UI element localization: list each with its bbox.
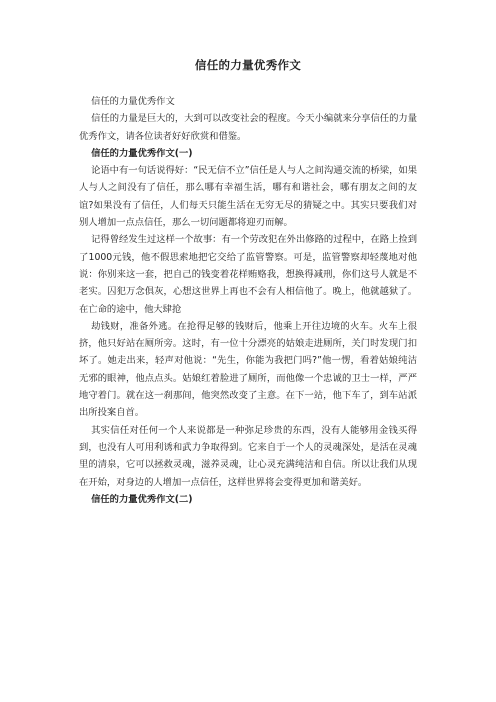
body-paragraph: 其实信任对任何一个人来说都是一种弥足珍贵的东西，没有人能够用金钱买得到，也没有人可用利诱和武力争取得到。它来自于一个人的灵魂深处，是活在灵魂里的清泉，它可以拯救灵魂，滋养灵魂，让心灵充满纯洁和自信。所以让我们从现在开始，对身边的人增加一点信任，这样世界将会变得更加和谐美好。: [79, 424, 417, 488]
intro-paragraph: 信任的力量是巨大的，大到可以改变社会的程度。今天小编就来分享信任的力量优秀作文，请各位读者好好欣赏和借鉴。: [79, 113, 417, 142]
intro-title-paragraph: 信任的力量优秀作文: [91, 96, 175, 107]
document-body: [79, 93, 417, 508]
body-paragraph: 劫钱财，准备外逃。在抢得足够的钱财后，他乘上开往边境的火车。火车上很挤，他只好站在厕所旁。这时，有一位十分漂亮的姑娘走进厕所，关门时发现门扣坏了。她走出来，轻声对他说：“先生，你能为我把门吗?”他一愣，看着姑娘纯洁无邪的眼神，他点点头。姑娘红着脸进了厕所，而他像一个忠诚的卫士一样，严严地守着门。就在这一刹那间，他突然改变了主意。在下一站，他下车了，到车站派出所投案自首。: [79, 320, 417, 419]
document-title: 信任的力量优秀作文: [194, 58, 302, 72]
body-paragraph: 论语中有一句话说得好：“民无信不立”信任是人与人之间沟通交流的桥梁，如果人与人之间没有了信任，那么哪有幸福生活，哪有和谐社会，哪有朋友之间的友谊?如果没有了信任，人们每天只能生活在无穷无尽的猜疑之中。其实只要我们对别人增加一点点信任，那么一切问题都将迎刃而解。: [79, 165, 417, 229]
section-heading-2: 信任的力量优秀作文(二): [91, 493, 193, 505]
section-heading-1: 信任的力量优秀作文(一): [91, 147, 193, 159]
body-paragraph: 记得曾经发生过这样一个故事：有一个劳改犯在外出修路的过程中，在路上捡到了1000元钱，他不假思索地把它交给了监管警察。可是，监管警察却轻蔑地对他说：你别来这一套，把自己的钱变着花样贿赂我，想换得减刑，你们这号人就是不老实。囚犯万念俱灰，心想这世界上再也不会有人相信他了。晚上，他就越狱了。在亡命的途中，他大肆抢: [79, 234, 417, 315]
